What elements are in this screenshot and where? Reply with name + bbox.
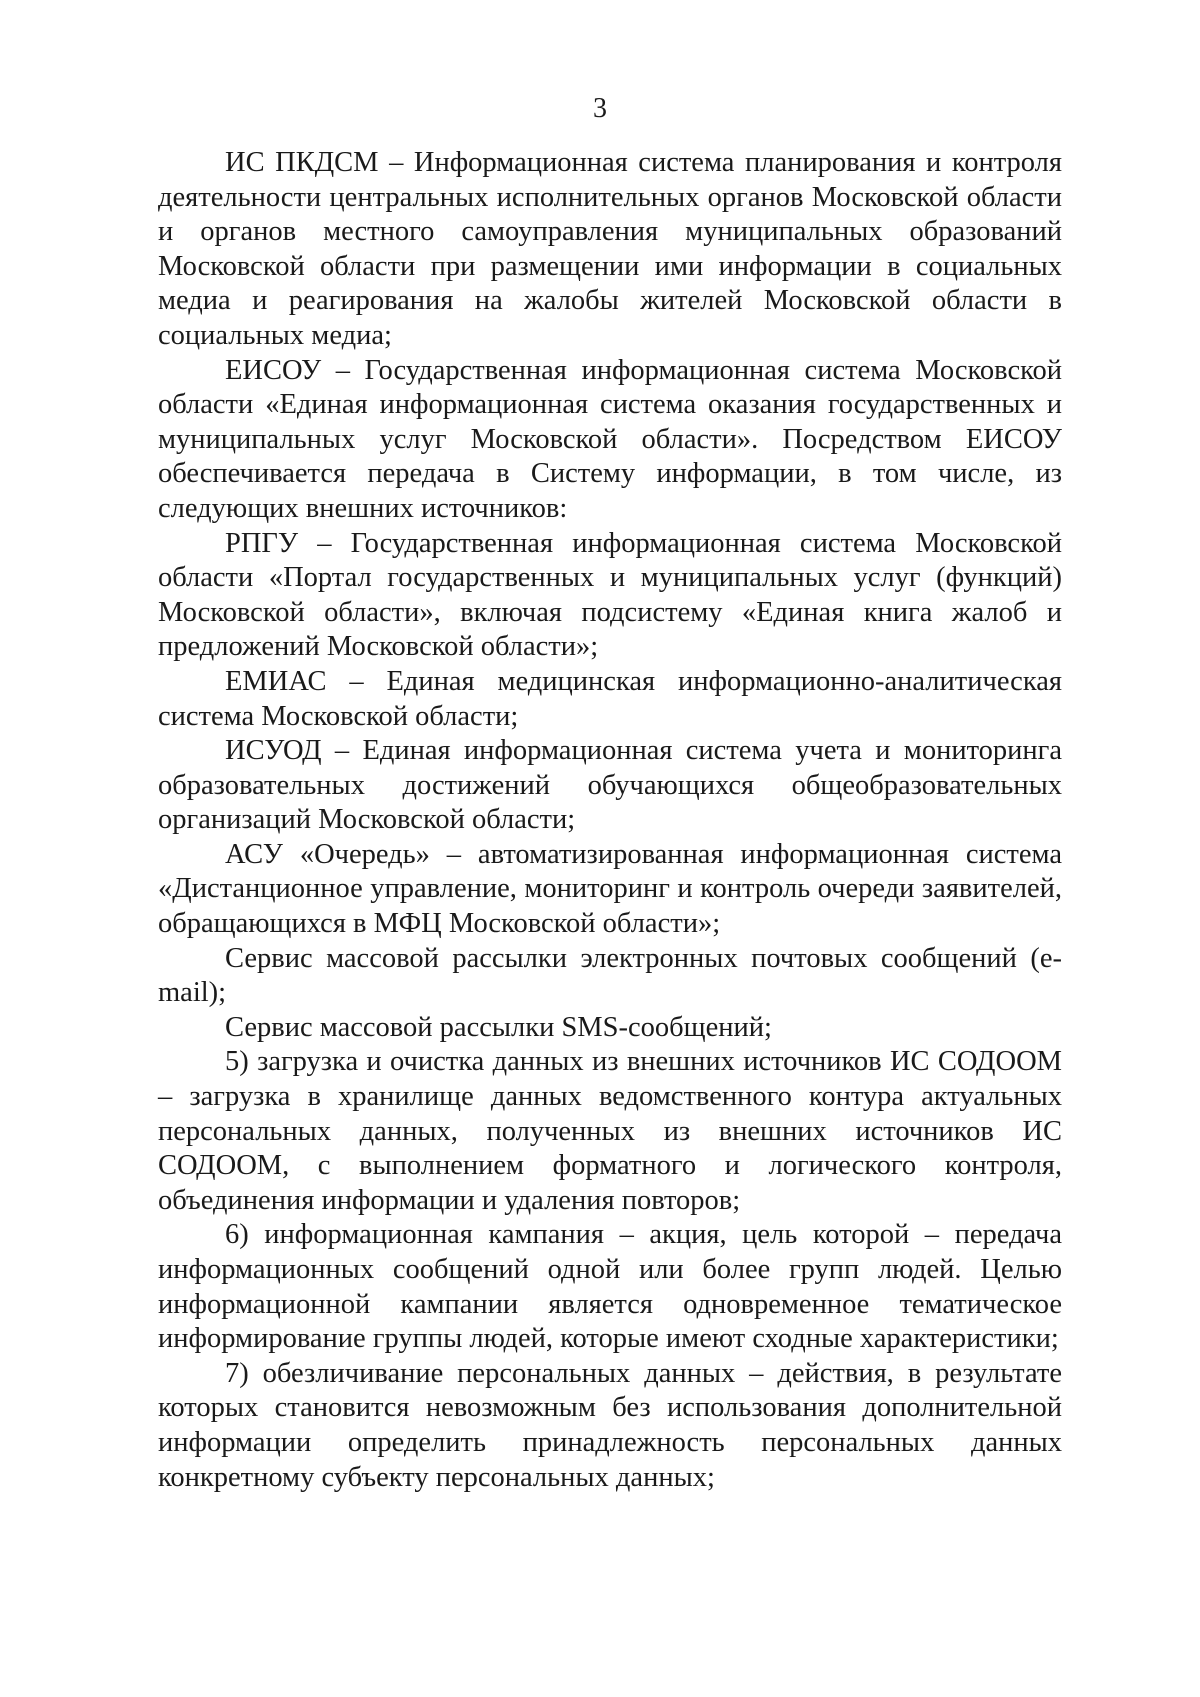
paragraph-sms-service: Сервис массовой рассылки SMS-сообщений; xyxy=(225,1011,772,1043)
paragraph-email-service: Сервис массовой рассылки электронных почтовых сообщений (e-mail); xyxy=(158,942,1062,1009)
paragraph-emias: ЕМИАС – Единая медицинская информационно-аналитическая система Московской области; xyxy=(158,665,1062,732)
paragraph-is-pkdsm: ИС ПКДСМ – Информационная система планирования и контроля деятельности центральных исполнительных органов Московской области и органов местного самоуправления муниципальных образований Московской области при размещении ими информации в социальных медиа и реагирования на жалобы жителей Московской области в социальных медиа; xyxy=(158,147,1062,351)
paragraph-item-7: 7) обезличивание персональных данных – действия, в результате которых становится невозможным без использования дополнительной информации определить принадлежность персональных данных конкретному субъекту персональных данных; xyxy=(158,1357,1062,1493)
paragraph-rpgu: РПГУ – Государственная информационная система Московской области «Портал государственных и муниципальных услуг (функций) Московской области», включая подсистему «Единая книга жалоб и предложений Московской области»; xyxy=(158,527,1062,663)
paragraph-item-5: 5) загрузка и очистка данных из внешних источников ИС СОДООМ – загрузка в хранилище данных ведомственного контура актуальных персональных данных, полученных из внешних источников ИС СОДООМ, с выполнением форматного и логического контроля, объединения информации и удаления повторов; xyxy=(158,1046,1062,1216)
paragraph-asu-ochered: АСУ «Очередь» – автоматизированная информационная система «Дистанционное управление, мониторинг и контроль очереди заявителей, обращающихся в МФЦ Московской области»; xyxy=(158,838,1062,940)
paragraph-item-6: 6) информационная кампания – акция, цель которой – передача информационных сообщений одной или более групп людей. Целью информационной кампании является одновременное тематическое информирование группы людей, которые имеют сходные характеристики; xyxy=(158,1219,1062,1355)
page-number: 3 xyxy=(593,93,607,124)
paragraph-eisou: ЕИСОУ – Государственная информационная система Московской области «Единая информационная система оказания государственных и муниципальных услуг Московской области». Посредством ЕИСОУ обеспечивается передача в Систему информации, в том числе, из следующих внешних источников: xyxy=(158,354,1062,524)
paragraph-isuod: ИСУОД – Единая информационная система учета и мониторинга образовательных достижений обучающихся общеобразовательных организаций Московской области; xyxy=(158,735,1062,836)
document-body xyxy=(158,146,1062,1495)
